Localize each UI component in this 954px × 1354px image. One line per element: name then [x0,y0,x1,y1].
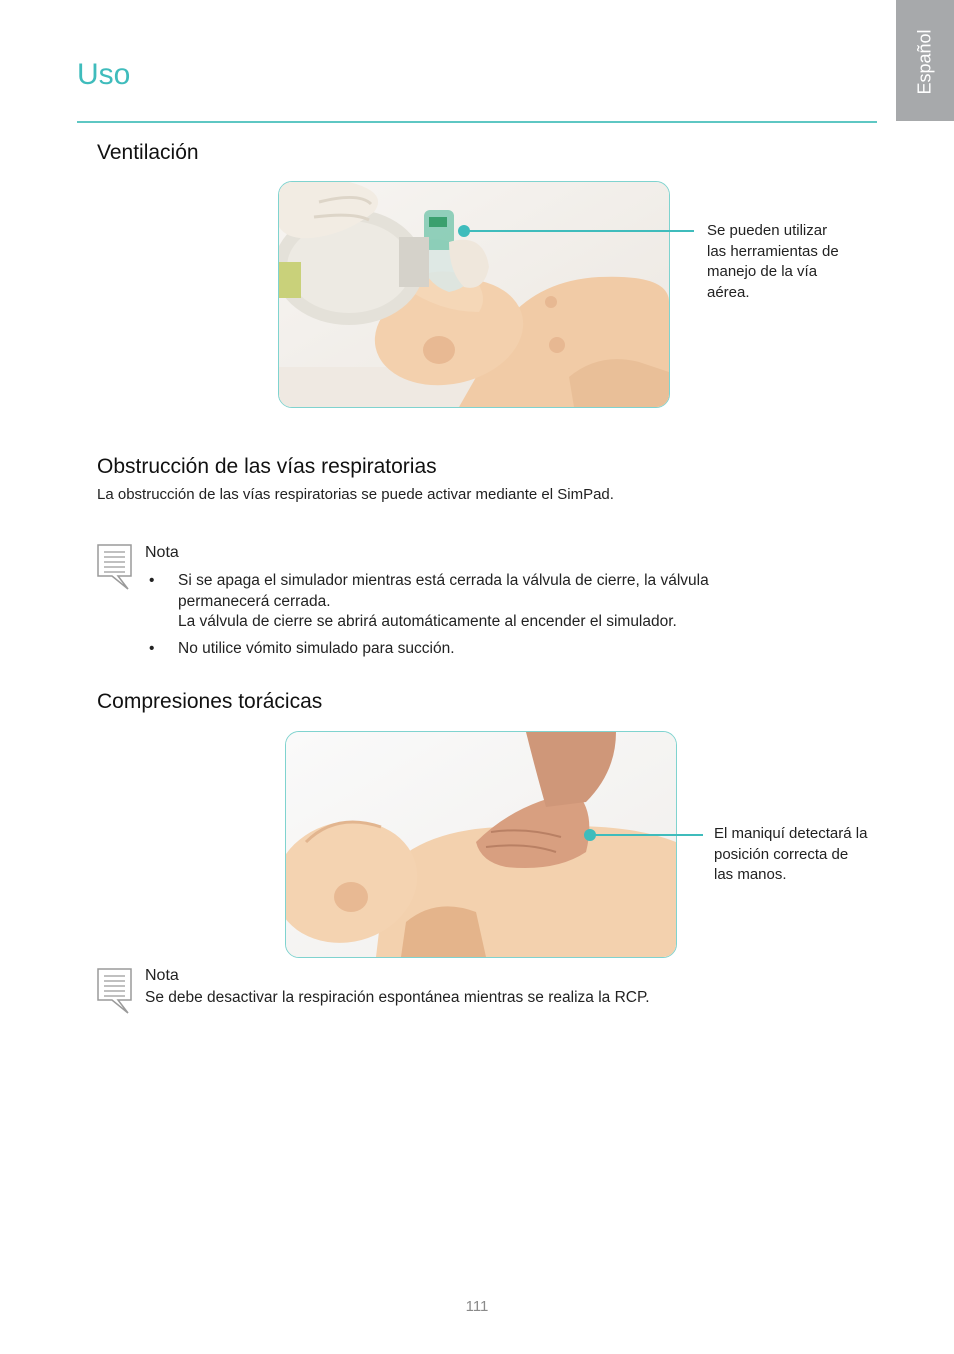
bullet: • [149,572,155,589]
note-text: Se debe desactivar la respiración espontánea mientras se realiza la RCP. [145,989,650,1006]
note-line: No utilice vómito simulado para succión. [178,639,455,657]
list-item [145,639,785,660]
language-tab [896,0,954,121]
bullet: • [149,639,155,657]
callout-line-1: Se pueden utilizar [707,222,828,239]
callout-line-1: El maniquí detectará la [714,825,868,842]
ventilation-callout-text [707,221,882,303]
note-line: permanecerá cerrada. [178,592,331,610]
note-list [145,571,785,659]
ventilation-photo [278,181,670,408]
note-label: Nota [145,544,179,561]
note-label: Nota [145,967,179,984]
compressions-heading: Compresiones torácicas [97,690,323,713]
ventilation-heading: Ventilación [97,141,199,164]
callout-line-3: las manos. [714,866,787,883]
callout-line-4: aérea. [707,283,750,301]
note-line: La válvula de cierre se abrirá automáticamente al encender el simulador. [178,613,677,630]
callout-line-3: manejo de la vía [707,263,818,280]
page-number: 111 [465,1298,489,1315]
ventilation-callout-dot [458,225,470,237]
compressions-callout-text [714,824,894,886]
airway-heading: Obstrucción de las vías respiratorias [97,455,437,478]
note-icon [96,543,134,591]
airway-description: La obstrucción de las vías respiratorias se puede activar mediante el SimPad. [97,486,614,503]
note-line: Si se apaga el simulador mientras está cerrada la válvula de cierre, la válvula [178,572,709,589]
compressions-photo [285,731,677,958]
callout-line-2: las herramientas de [707,242,839,260]
language-tab-label: Español [914,29,935,95]
compressions-callout-line [590,834,703,836]
note-icon [96,967,134,1015]
compressions-callout-dot [584,829,596,841]
ventilation-callout-line [464,230,694,232]
list-item [145,571,785,633]
page-title: Uso [77,58,131,91]
callout-line-2: posición correcta de [714,845,849,863]
title-divider [77,121,877,123]
